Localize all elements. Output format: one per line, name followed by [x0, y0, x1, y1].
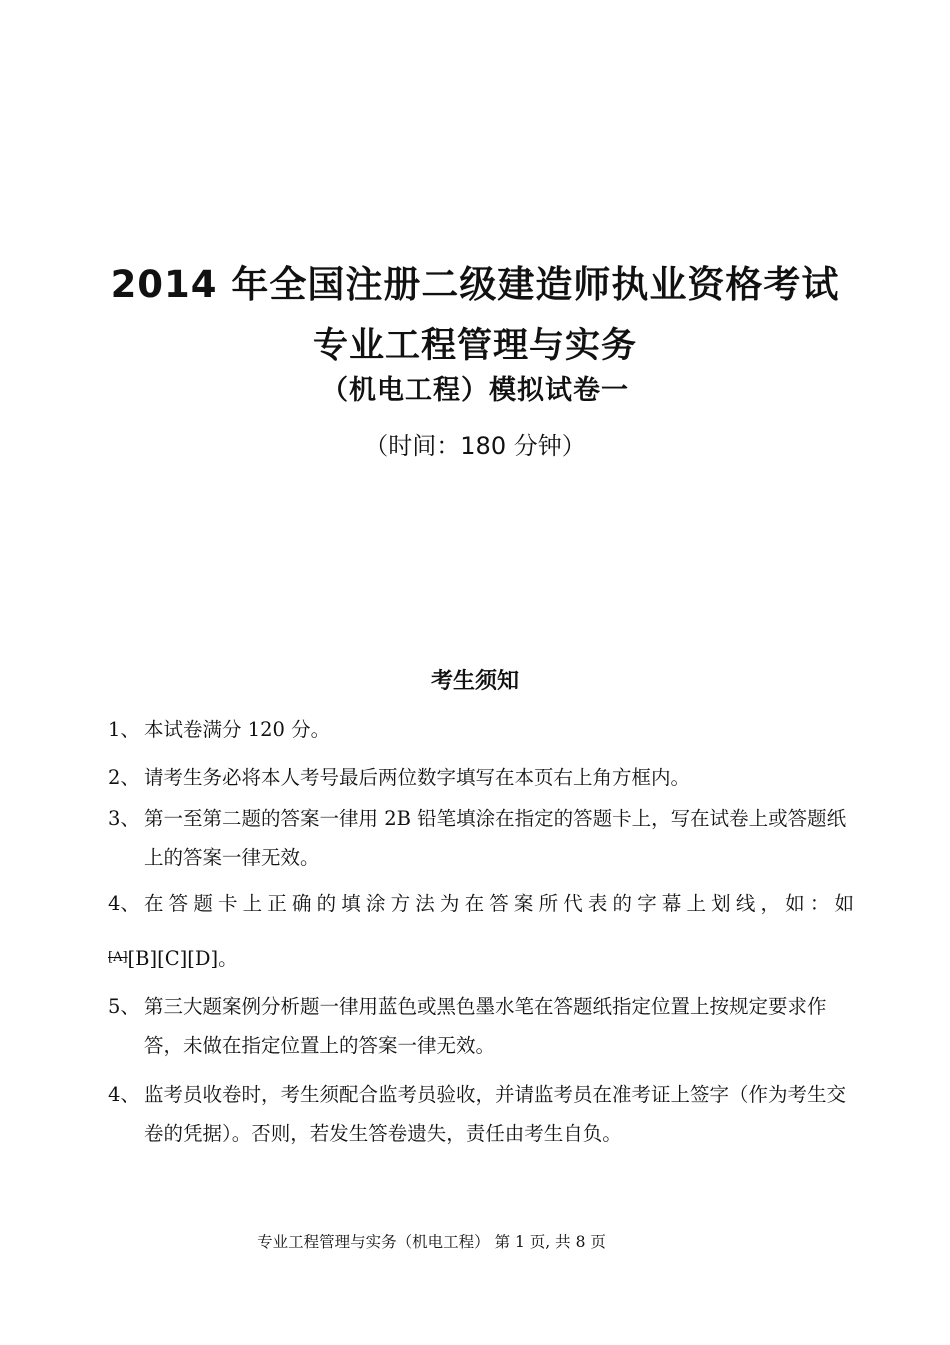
notice-item — [108, 884, 854, 923]
notice-item-text: 请考生务必将本人考号最后两位数字填写在本页右上角方框内。 — [144, 766, 691, 789]
notice-item-number: 3、 — [108, 807, 140, 830]
notice-item — [108, 799, 854, 877]
exam-title: 2014 年全国注册二级建造师执业资格考试 — [110, 263, 840, 306]
answer-example: [B][C][D]。 — [127, 947, 238, 970]
notice-item-text: 本试卷满分 120 分。 — [144, 718, 331, 741]
notice-item-number: 5、 — [108, 995, 140, 1018]
notice-item-text: 第一至第二题的答案一律用 2B 铅笔填涂在指定的答题卡上，写在试卷上或答题纸上的答案一律无效。 — [144, 807, 847, 869]
notice-item-number: 1、 — [108, 718, 140, 741]
notice-item-number: 4、 — [108, 892, 140, 915]
exam-paper-name: （机电工程）模拟试卷一 — [321, 375, 629, 406]
exam-subject: 专业工程管理与实务 — [312, 326, 637, 366]
notice-item-number: 2、 — [108, 766, 140, 789]
struck-answer-example: [A] — [108, 950, 128, 965]
notice-item-text: 在答题卡上正确的填涂方法为在答案所代表的字幕上划线，如：如 — [144, 892, 854, 915]
notice-item — [108, 1075, 854, 1153]
notice-item — [108, 758, 854, 797]
notice-item — [108, 987, 854, 1065]
exam-duration: （时间：180 分钟） — [364, 432, 586, 460]
notice-item-number: 4、 — [108, 1083, 140, 1106]
notice-item-text: 第三大题案例分析题一律用蓝色或黑色墨水笔在答题纸指定位置上按规定要求作答，未做在指定位置上的答案一律无效。 — [144, 995, 827, 1057]
notice-item — [108, 710, 854, 749]
notice-item-text: 监考员收卷时，考生须配合监考员验收，并请监考员在准考证上签字（作为考生交卷的凭据）。否则，若发生答卷遗失，责任由考生自负。 — [144, 1083, 847, 1145]
notice-item-continuation — [108, 940, 238, 977]
page-footer: 专业工程管理与实务（机电工程） 第 1 页, 共 8 页 — [257, 1233, 606, 1251]
notice-heading: 考生须知 — [430, 669, 519, 694]
